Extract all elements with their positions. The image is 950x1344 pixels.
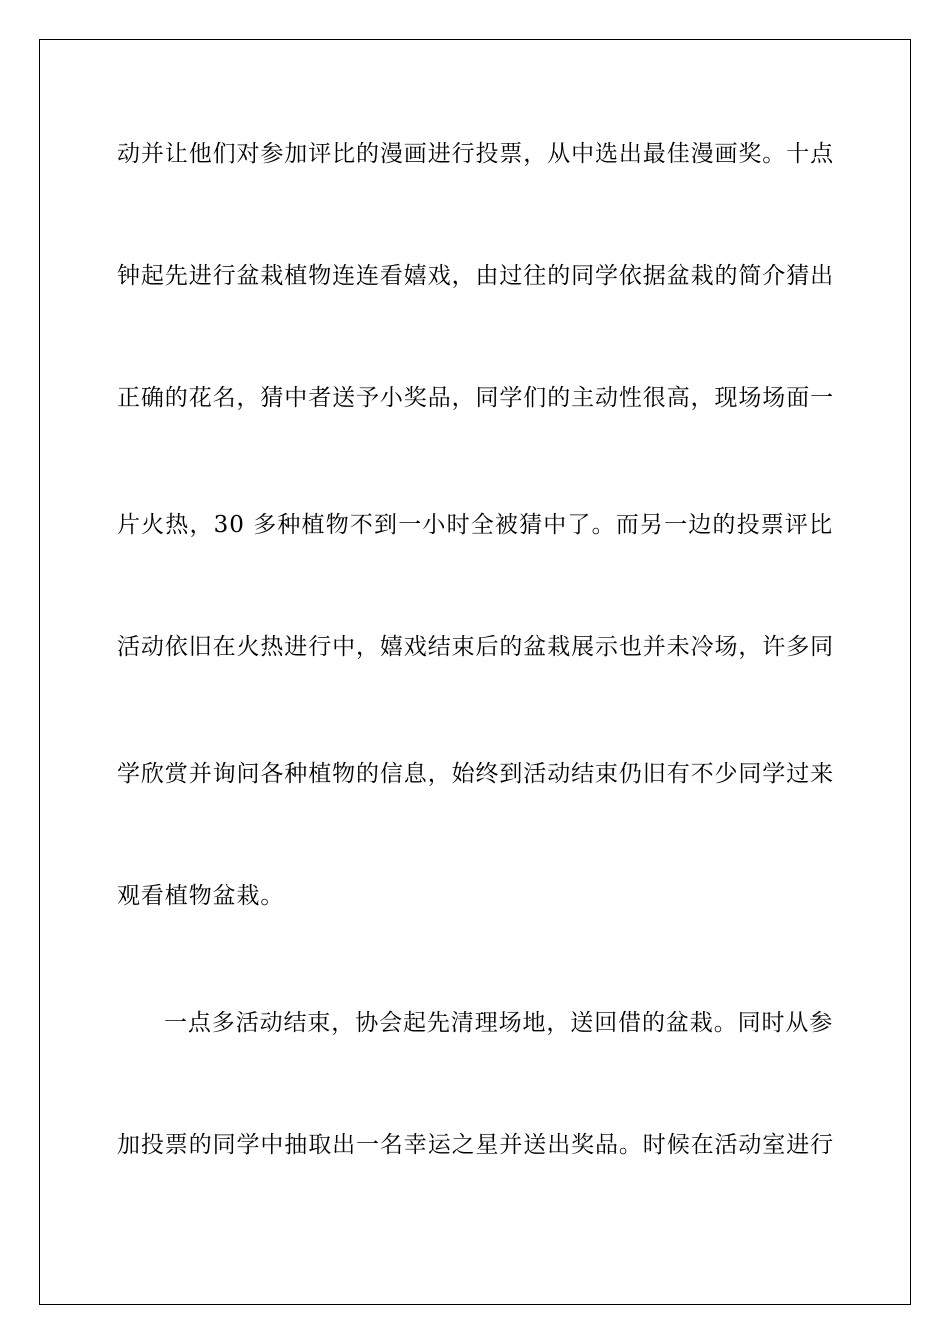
paragraph-line-2: 钟起先进行盆栽植物连连看嬉戏，由过往的同学依据盆栽的简介猜出 (117, 263, 834, 289)
paragraph-line-5: 活动依旧在火热进行中，嬉戏结束后的盆栽展示也并未冷场，许多同 (117, 634, 834, 660)
paragraph-line-3: 正确的花名，猜中者送予小奖品，同学们的主动性很高，现场场面一 (117, 385, 834, 411)
paragraph-line-4: 片火热，30 多种植物不到一小时全被猜中了。而另一边的投票评比 (117, 512, 833, 538)
paragraph-line-7: 观看植物盆栽。 (117, 883, 285, 909)
paragraph-line-8: 一点多活动结束，协会起先清理场地，送回借的盆栽。同时从参 (164, 1010, 834, 1036)
paragraph-line-9: 加投票的同学中抽取出一名幸运之星并送出奖品。时候在活动室进行 (117, 1132, 834, 1158)
paragraph-line-6: 学欣赏并询问各种植物的信息，始终到活动结束仍旧有不少同学过来 (117, 761, 834, 787)
page-border (39, 39, 911, 1305)
paragraph-line-1: 动并让他们对参加评比的漫画进行投票，从中选出最佳漫画奖。十点 (117, 141, 834, 167)
